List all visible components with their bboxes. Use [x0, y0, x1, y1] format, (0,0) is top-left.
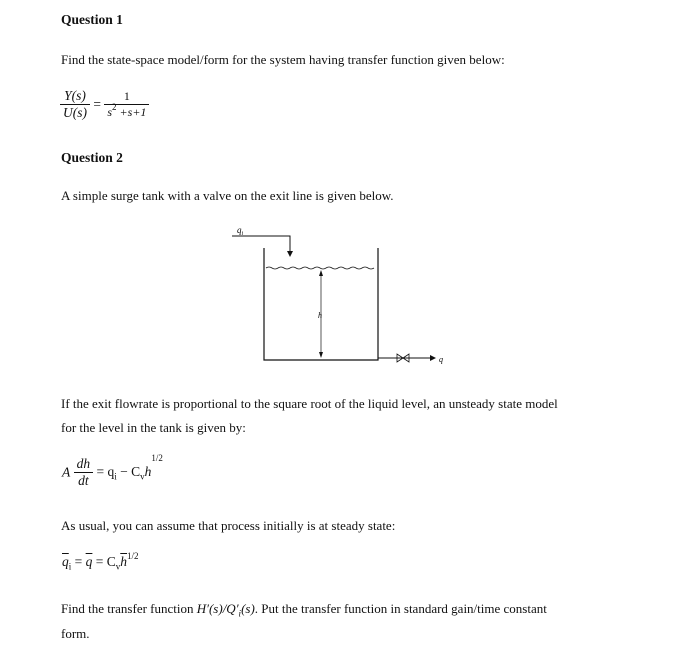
eq1-numerator: dh	[76, 456, 91, 471]
tf-rhs-numerator: 1	[123, 89, 130, 103]
task-transfer-function: $H'(s)/Q'_i(s)$	[196, 601, 255, 619]
eq1-denominator: dt	[78, 473, 89, 488]
transfer-function-equation: $\frac{Y(s)}{U(s)}$ = $\frac{1}{s^2 +s+1}$	[60, 88, 149, 121]
tf-lhs-numerator: Y(s)	[64, 88, 86, 103]
question-2-intro: A simple surge tank with a valve on the exit line is given below.	[61, 188, 394, 203]
inlet-arrow-icon	[287, 251, 293, 257]
task-text-line-1: Find the transfer function $H'(s)/Q'_i(s)$. Put the transfer function in standard gain/time constant	[61, 601, 547, 619]
steady-state-text: As usual, you can assume that process initially is at steady state:	[61, 518, 396, 533]
level-arrow-up-icon	[319, 270, 323, 276]
question-1-prompt: Find the state-space model/form for the system having transfer function given below:	[61, 52, 505, 67]
question-2-heading: Question 2	[61, 150, 123, 165]
model-text-line-2: for the level in the tank is given by:	[61, 420, 246, 435]
level-label: h	[318, 311, 322, 320]
question-1-heading: Question 1	[61, 12, 123, 27]
inlet-label	[237, 225, 244, 237]
level-arrow-down-icon	[319, 352, 323, 358]
task-text-line-2: form.	[61, 626, 90, 641]
tf-rhs-denominator: $s^2 +s+1$	[104, 104, 149, 120]
outlet-arrow-icon	[430, 355, 436, 361]
tf-lhs-denominator: U(s)	[63, 105, 87, 120]
steady-state-equation: $\overline{q}_i = \overline{q} = C_v\overline{h}^{1/2}$	[62, 551, 139, 572]
unsteady-state-equation: A $\frac{dh}{dt}$ = $q_i - C_vh^{1/2}$	[62, 453, 163, 488]
model-text-line-1: If the exit flowrate is proportional to the square root of the liquid level, an unsteady state model	[61, 396, 558, 411]
inlet-pipe	[232, 236, 290, 252]
liquid-surface	[266, 267, 374, 269]
outlet-label: q	[439, 355, 443, 364]
svg-text:qi: $q_i$	[237, 225, 244, 237]
